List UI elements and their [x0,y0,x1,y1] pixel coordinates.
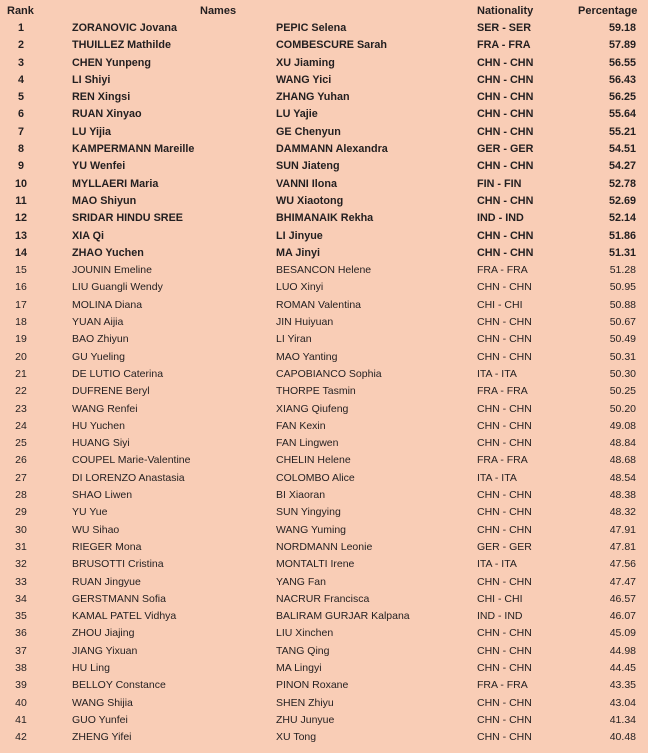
player-two-name: SUN Jiateng [276,160,340,173]
player-two-name: BALIRAM GURJAR Kalpana [276,610,410,623]
player-two-name: ROMAN Valentina [276,298,362,311]
percentage-cell: 50.95 [609,281,636,294]
player-two-name: NORDMANN Leonie [276,540,373,553]
rank-cell: 4 [17,73,24,86]
player-two-name: TANG Qing [276,644,330,657]
player-two-name: PEPIC Selena [276,22,347,34]
table-row [0,556,648,573]
table-row [0,158,648,175]
nationality-cell: CHN - CHN [477,644,532,657]
player-one-name: COUPEL Marie-Valentine [72,454,191,467]
nationality-cell: ITA - ITA [477,558,517,571]
table-row [0,591,648,608]
player-two-name: JIN Huiyuan [276,316,334,329]
percentage-cell: 47.81 [609,540,636,553]
percentage-cell: 50.25 [609,385,636,398]
player-two-name: VANNI Ilona [276,177,337,190]
player-two-name: NACRUR Francisca [276,592,370,605]
player-two-name: XIANG Qiufeng [276,402,349,415]
table-row [0,193,648,210]
player-one-name: HU Yuchen [72,419,125,432]
nationality-cell: CHI - CHI [477,298,523,311]
percentage-cell: 46.07 [609,610,636,623]
nationality-cell: CHI - CHI [477,592,523,605]
player-two-name: CAPOBIANCO Sophia [276,367,382,380]
rank-cell: 5 [17,91,24,104]
player-one-name: HU Ling [72,661,110,674]
table-body [0,20,648,746]
player-two-name: XU Jiaming [276,56,335,69]
table-row [0,539,648,556]
rank-cell: 33 [15,575,27,588]
player-two-name: ZHU Junyue [276,713,335,726]
nationality-cell: CHN - CHN [477,333,532,346]
table-row [0,608,648,625]
player-one-name: LU Yijia [72,125,112,138]
table-row [0,245,648,262]
nationality-cell: CHN - CHN [477,56,534,69]
table-row [0,20,648,37]
percentage-cell: 47.56 [609,558,636,571]
rank-cell: 17 [15,298,27,311]
table-row [0,435,648,452]
rank-cell: 39 [15,679,27,692]
table-row [0,349,648,366]
player-two-name: BESANCON Helene [276,264,372,277]
player-two-name: WANG Yici [276,73,332,86]
table-row [0,452,648,469]
rank-cell: 37 [15,644,27,657]
rank-cell: 41 [15,713,27,726]
player-two-name: XU Tong [276,731,317,744]
rank-cell: 34 [15,592,27,605]
player-one-name: YUAN Aijia [72,316,124,329]
percentage-cell: 47.91 [609,523,636,536]
table-row [0,89,648,106]
percentage-cell: 50.67 [609,316,636,329]
player-two-name: LIU Xinchen [276,627,334,640]
player-one-name: BRUSOTTI Cristina [72,558,164,571]
percentage-cell: 54.27 [608,160,636,173]
player-one-name: ZHAO Yuchen [72,246,144,259]
percentage-cell: 48.68 [609,454,636,467]
nationality-cell: CHN - CHN [477,91,534,104]
player-one-name: HUANG Siyi [72,437,130,450]
rank-cell: 38 [15,661,27,674]
nationality-cell: CHN - CHN [477,160,534,173]
table-row [0,695,648,712]
percentage-cell: 50.88 [609,298,636,311]
table-row [0,314,648,331]
player-one-name: ZHENG Yifei [72,731,132,744]
table-row [0,712,648,729]
nationality-cell: IND - IND [477,212,524,225]
rank-cell: 9 [17,160,24,173]
player-two-name: COMBESCURE Sarah [276,39,387,52]
percentage-cell: 43.35 [609,679,636,692]
table-row [0,625,648,642]
player-two-name: BHIMANAIK Rekha [276,212,374,225]
table-row [0,176,648,193]
nationality-cell: CHN - CHN [477,661,532,674]
rank-cell: 40 [15,696,27,709]
player-two-name: SUN Yingying [276,506,341,519]
percentage-cell: 52.69 [608,194,636,207]
nationality-cell: CHN - CHN [477,489,532,502]
nationality-cell: CHN - CHN [477,402,532,415]
player-one-name: SHAO Liwen [72,489,133,502]
rank-cell: 2 [17,39,24,52]
rank-cell: 8 [17,143,24,156]
player-one-name: GU Yueling [72,350,125,363]
table-row [0,366,648,383]
rank-cell: 10 [14,177,27,190]
rank-cell: 23 [15,402,27,415]
player-one-name: DE LUTIO Caterina [72,367,164,380]
rank-cell: 13 [14,229,27,242]
table-row [0,660,648,677]
percentage-cell: 40.48 [609,731,636,744]
rank-cell: 1 [17,22,24,34]
player-one-name: WU Sihao [72,523,120,536]
player-two-name: MAO Yanting [276,350,338,363]
player-one-name: CHEN Yunpeng [72,56,151,69]
player-two-name: LU Yajie [276,108,318,121]
table-row [0,574,648,591]
percentage-cell: 45.09 [609,627,636,640]
percentage-cell: 51.86 [608,229,636,242]
rank-cell: 15 [15,264,27,277]
player-one-name: MOLINA Diana [72,298,143,311]
player-one-name: RUAN Xinyao [72,108,142,121]
player-one-name: RUAN Jingyue [72,575,141,588]
percentage-cell: 54.51 [608,143,636,156]
table-row [0,470,648,487]
nationality-cell: CHN - CHN [477,125,534,138]
player-two-name: WANG Yuming [276,523,347,536]
percentage-cell: 47.47 [609,575,636,588]
nationality-cell: CHN - CHN [477,713,532,726]
rank-cell: 25 [15,437,27,450]
player-one-name: DUFRENE Beryl [72,385,150,398]
percentage-cell: 46.57 [609,592,636,605]
nationality-cell: CHN - CHN [477,696,532,709]
percentage-cell: 51.31 [608,246,636,259]
nationality-cell: CHN - CHN [477,627,532,640]
table-row [0,141,648,158]
nationality-cell: FRA - FRA [477,454,528,467]
player-one-name: MYLLAERI Maria [72,177,159,190]
player-one-name: KAMAL PATEL Vidhya [72,610,177,623]
percentage-cell: 50.49 [609,333,636,346]
percentage-cell: 41.34 [609,713,636,726]
rank-cell: 22 [15,385,27,398]
table-row [0,279,648,296]
player-one-name: ZHOU Jiajing [72,627,135,640]
nationality-cell: CHN - CHN [477,229,534,242]
table-row [0,401,648,418]
player-one-name: JOUNIN Emeline [72,264,152,277]
table-row [0,210,648,227]
nationality-cell: CHN - CHN [477,108,534,121]
nationality-cell: CHN - CHN [477,350,532,363]
table-row [0,55,648,72]
player-two-name: LI Jinyue [276,229,323,242]
rank-cell: 16 [15,281,27,294]
percentage-cell: 48.32 [609,506,636,519]
percentage-cell: 56.43 [608,73,636,86]
player-one-name: YU Wenfei [72,160,126,173]
player-one-name: THUILLEZ Mathilde [72,39,171,52]
percentage-cell: 50.30 [609,367,636,380]
player-two-name: DAMMANN Alexandra [276,143,388,156]
percentage-cell: 44.45 [609,661,636,674]
rank-cell: 31 [15,540,27,553]
nationality-cell: CHN - CHN [477,437,532,450]
player-one-name: JIANG Yixuan [72,644,138,657]
player-one-name: RIEGER Mona [72,540,142,553]
header-nationality: Nationality [477,5,534,17]
table-row [0,643,648,660]
table-row [0,72,648,89]
rank-cell: 3 [17,56,24,69]
nationality-cell: CHN - CHN [477,731,532,744]
table-row [0,729,648,746]
nationality-cell: GER - GER [477,540,532,553]
player-one-name: YU Yue [72,506,108,519]
rank-cell: 6 [17,108,24,121]
nationality-cell: GER - GER [477,143,534,156]
rank-cell: 18 [15,316,27,329]
player-two-name: BI Xiaoran [276,489,326,502]
nationality-cell: CHN - CHN [477,523,532,536]
percentage-cell: 55.21 [608,125,636,138]
rank-cell: 7 [17,125,24,138]
player-two-name: THORPE Tasmin [276,385,356,398]
player-one-name: BELLOY Constance [72,679,166,692]
nationality-cell: CHN - CHN [477,73,534,86]
table-row [0,418,648,435]
player-one-name: LIU Guangli Wendy [72,281,163,294]
percentage-cell: 50.20 [609,402,636,415]
nationality-cell: ITA - ITA [477,367,517,380]
player-two-name: COLOMBO Alice [276,471,355,484]
nationality-cell: CHN - CHN [477,246,534,259]
nationality-cell: CHN - CHN [477,506,532,519]
percentage-cell: 52.78 [608,177,636,190]
percentage-cell: 48.54 [609,471,636,484]
rank-cell: 21 [15,367,27,380]
nationality-cell: IND - IND [477,610,523,623]
rank-cell: 35 [15,610,27,623]
player-two-name: MA Lingyi [276,661,322,674]
percentage-cell: 50.31 [609,350,636,363]
player-two-name: ZHANG Yuhan [276,91,350,104]
player-two-name: GE Chenyun [276,125,341,138]
nationality-cell: CHN - CHN [477,194,534,207]
nationality-cell: CHN - CHN [477,281,532,294]
table-row [0,331,648,348]
player-one-name: WANG Shijia [72,696,133,709]
nationality-cell: FIN - FIN [477,177,522,190]
table-row [0,106,648,123]
rank-cell: 30 [15,523,27,536]
nationality-cell: ITA - ITA [477,471,517,484]
rank-cell: 27 [15,471,27,484]
rank-cell: 19 [15,333,27,346]
table-row [0,124,648,141]
percentage-cell: 43.04 [609,696,636,709]
player-two-name: LI Yiran [276,333,312,346]
table-row [0,677,648,694]
table-row [0,522,648,539]
player-two-name: WU Xiaotong [276,194,344,207]
player-two-name: SHEN Zhiyu [276,696,334,709]
nationality-cell: FRA - FRA [477,264,528,277]
player-two-name: MA Jinyi [276,246,320,259]
player-one-name: SRIDAR HINDU SREE [72,212,183,225]
percentage-cell: 55.64 [608,108,636,121]
rank-cell: 32 [15,558,27,571]
player-one-name: MAO Shiyun [72,194,137,207]
player-one-name: REN Xingsi [72,91,131,104]
percentage-cell: 52.14 [608,212,636,225]
header-percentage: Percentage [578,5,638,17]
percentage-cell: 44.98 [609,644,636,657]
table-row [0,37,648,54]
table-row [0,487,648,504]
player-one-name: KAMPERMANN Mareille [72,143,195,156]
rank-cell: 12 [14,212,27,225]
percentage-cell: 48.38 [609,489,636,502]
percentage-cell: 57.89 [608,39,636,52]
player-two-name: CHELIN Helene [276,454,351,467]
table-row [0,262,648,279]
player-one-name: GUO Yunfei [72,713,128,726]
player-two-name: YANG Fan [276,575,326,588]
nationality-cell: CHN - CHN [477,575,532,588]
percentage-cell: 56.25 [608,91,636,104]
rank-cell: 28 [15,489,27,502]
nationality-cell: FRA - FRA [477,385,528,398]
table-row [0,504,648,521]
percentage-cell: 49.08 [609,419,636,432]
nationality-cell: SER - SER [477,22,531,34]
player-one-name: WANG Renfei [72,402,138,415]
nationality-cell: FRA - FRA [477,679,528,692]
rank-cell: 20 [15,350,27,363]
player-one-name: BAO Zhiyun [72,333,129,346]
player-one-name: ZORANOVIC Jovana [72,22,177,34]
player-two-name: FAN Kexin [276,419,326,432]
player-two-name: MONTALTI Irene [276,558,355,571]
table-row [0,297,648,314]
table-header [0,0,648,18]
rank-cell: 11 [15,194,27,207]
header-names: Names [200,5,237,17]
rank-cell: 14 [14,246,27,259]
rank-cell: 24 [15,419,27,432]
rank-cell: 29 [15,506,27,519]
table-row [0,228,648,245]
player-one-name: GERSTMANN Sofia [72,592,166,605]
rank-cell: 36 [15,627,27,640]
percentage-cell: 59.18 [608,22,636,34]
player-one-name: DI LORENZO Anastasia [72,471,185,484]
nationality-cell: FRA - FRA [477,39,531,52]
player-two-name: PINON Roxane [276,679,349,692]
nationality-cell: CHN - CHN [477,316,532,329]
percentage-cell: 48.84 [609,437,636,450]
player-two-name: LUO Xinyi [276,281,324,294]
rank-cell: 26 [15,454,27,467]
header-rank: Rank [7,5,34,17]
nationality-cell: CHN - CHN [477,419,532,432]
table-row [0,383,648,400]
player-two-name: FAN Lingwen [276,437,339,450]
player-one-name: LI Shiyi [72,73,111,86]
player-one-name: XIA Qi [72,229,104,242]
percentage-cell: 51.28 [609,264,636,277]
percentage-cell: 56.55 [608,56,636,69]
rank-cell: 42 [15,731,27,744]
